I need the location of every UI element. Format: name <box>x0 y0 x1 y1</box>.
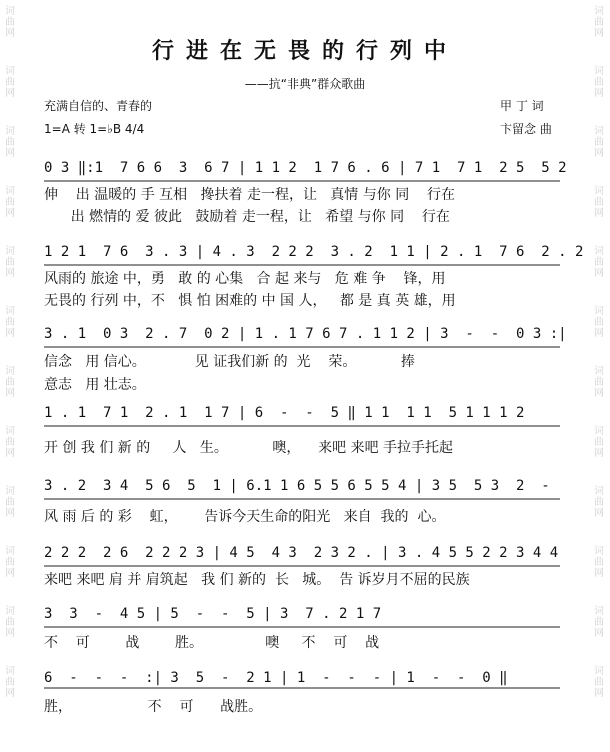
watermark-char: 词 <box>594 186 604 197</box>
score-notes-6: 2 2 2 2 6 2 2 2 3 | 4 5 4 3 2 3 2 . | 3 . 4 5 5 2 2 3 4 4 <box>44 545 559 561</box>
watermark-char: 曲 <box>5 497 15 508</box>
watermark-char: 词 <box>5 186 15 197</box>
score-lyrics-6a: 来吧 来吧 肩 并 肩筑起 我 们 新的 长 城。 告 诉岁月不屈的民族 <box>44 572 470 588</box>
watermark-char: 曲 <box>594 617 604 628</box>
watermark-char: 曲 <box>594 677 604 688</box>
watermark-char: 词 <box>5 546 15 557</box>
score-lyrics-7a: 不 可 战 胜。 噢 不 可 战 <box>44 635 380 651</box>
expression-mark: 充满自信的、青春的 <box>44 99 153 113</box>
score-lyrics-1a: 伸 出 温暖的 手 互相 搀扶着 走一程，让 真情 与你 同 行在 <box>44 187 456 203</box>
score-notes-2: 1 2 1 7 6 3 . 3 | 4 . 3 2 2 2 3 . 2 1 1 | 2 . 1 7 6 2 . 2 <box>44 244 584 260</box>
watermark-char: 网 <box>594 88 604 99</box>
watermark-char: 曲 <box>5 317 15 328</box>
watermark-char: 曲 <box>594 557 604 568</box>
score-notes-3: 3 . 1 0 3 2 . 7 0 2 | 1 . 1 7 6 7 . 1 1 2 | 3 - - 0 3 :| <box>44 326 567 342</box>
score-notes-5: 3 . 2 3 4 5 6 5 1 | 6.1 1 6 5 5 6 5 5 4 | 3 5 5 3 2 - <box>44 478 550 494</box>
watermark-char: 网 <box>5 328 15 339</box>
score-notes-4: 1 . 1 7 1 2 . 1 1 7 | 6 - - 5 ‖ 1 1 1 1 5 1 1 1 2 <box>44 405 525 421</box>
watermark-char: 词 <box>594 246 604 257</box>
watermark-char: 网 <box>5 628 15 639</box>
score-lyrics-3a: 信念 用 信心。 见 证我们新 的 光 荣。 捧 <box>44 354 415 370</box>
watermark-char: 词 <box>5 426 15 437</box>
watermark-char: 词 <box>5 66 15 77</box>
watermark-char: 网 <box>5 28 15 39</box>
watermark-char: 曲 <box>594 377 604 388</box>
key-signature: 1=A 转 1=♭B 4/4 <box>44 122 145 136</box>
watermark-char: 网 <box>594 208 604 219</box>
watermark-char: 网 <box>594 688 604 699</box>
watermark-char: 曲 <box>5 557 15 568</box>
watermark-char: 曲 <box>5 377 15 388</box>
watermark-char: 词 <box>5 366 15 377</box>
watermark-char: 词 <box>5 246 15 257</box>
watermark-char: 网 <box>594 328 604 339</box>
watermark-char: 词 <box>5 6 15 17</box>
watermark-char: 网 <box>594 628 604 639</box>
watermark-char: 曲 <box>594 317 604 328</box>
watermark-char: 网 <box>5 568 15 579</box>
watermark-char: 词 <box>594 546 604 557</box>
composer-credit: 卞留念 曲 <box>500 122 552 136</box>
watermark-char: 词 <box>5 606 15 617</box>
song-title: 行进在无畏的行列中 <box>151 38 458 64</box>
watermark-char: 网 <box>5 268 15 279</box>
watermark-char: 网 <box>594 388 604 399</box>
watermark-char: 曲 <box>594 257 604 268</box>
watermark-char: 网 <box>5 208 15 219</box>
score-lyrics-2a: 风雨的 旅途 中，勇 敢 的 心集 合 起 来与 危 难 争 锋，用 <box>44 271 446 287</box>
watermark-char: 曲 <box>5 437 15 448</box>
watermark-char: 网 <box>5 688 15 699</box>
watermark-char: 曲 <box>5 677 15 688</box>
watermark-char: 网 <box>5 448 15 459</box>
watermark-char: 词 <box>594 366 604 377</box>
score-lyrics-3b: 意志 用 壮志。 <box>44 377 146 393</box>
watermark-char: 网 <box>594 268 604 279</box>
watermark-char: 网 <box>594 148 604 159</box>
watermark-char: 词 <box>594 426 604 437</box>
watermark-char: 曲 <box>594 17 604 28</box>
watermark-char: 词 <box>594 66 604 77</box>
watermark-char: 曲 <box>594 497 604 508</box>
watermark-char: 网 <box>594 568 604 579</box>
song-subtitle: ——抗“非典”群众歌曲 <box>244 77 366 91</box>
watermark-char: 网 <box>594 28 604 39</box>
watermark-char: 曲 <box>5 137 15 148</box>
watermark-char: 词 <box>594 6 604 17</box>
watermark-char: 网 <box>594 448 604 459</box>
watermark-char: 曲 <box>594 437 604 448</box>
watermark-char: 词 <box>5 126 15 137</box>
lyricist-credit: 甲 丁 词 <box>500 99 544 113</box>
score-lyrics-1b: 出 燃情的 爱 彼此 鼓励着 走一程，让 希望 与你 同 行在 <box>44 209 450 225</box>
watermark-char: 词 <box>594 606 604 617</box>
score-notes-8: 6 - - - :| 3 5 - 2 1 | 1 - - - | 1 - - 0 ‖ <box>44 670 508 686</box>
watermark-char: 曲 <box>5 197 15 208</box>
score-lyrics-4a: 开 创 我 们 新 的 人 生。 噢， 来吧 来吧 手拉手托起 <box>44 440 454 456</box>
watermark-char: 曲 <box>5 257 15 268</box>
watermark-char: 网 <box>5 88 15 99</box>
watermark-char: 词 <box>594 126 604 137</box>
watermark-char: 曲 <box>5 77 15 88</box>
score-lyrics-5a: 风 雨 后 的 彩 虹， 告诉今天生命的阳光 来自 我的 心。 <box>44 509 446 525</box>
watermark-char: 词 <box>5 666 15 677</box>
watermark-char: 网 <box>594 508 604 519</box>
watermark-char: 曲 <box>5 617 15 628</box>
watermark-char: 网 <box>5 388 15 399</box>
score-notes-1: 0 3 ‖:1 7 6 6 3 6 7 | 1 1 2 1 7 6 . 6 | 7 1 7 1 2 5 5 2 <box>44 160 567 176</box>
watermark-char: 曲 <box>5 17 15 28</box>
score-lyrics-8a: 胜， 不 可 战胜。 <box>44 699 263 715</box>
watermark-char: 词 <box>5 486 15 497</box>
watermark-char: 网 <box>5 508 15 519</box>
score-lyrics-2b: 无畏的 行列 中，不 惧 怕 困难的 中 国 人， 都 是 真 英 雄，用 <box>44 293 456 309</box>
watermark-char: 曲 <box>594 77 604 88</box>
watermark-char: 词 <box>594 486 604 497</box>
watermark-char: 词 <box>5 306 15 317</box>
score-notes-7: 3 3 - 4 5 | 5 - - 5 | 3 7 . 2 1 7 <box>44 606 382 622</box>
watermark-char: 曲 <box>594 197 604 208</box>
watermark-char: 曲 <box>594 137 604 148</box>
watermark-char: 词 <box>594 666 604 677</box>
watermark-char: 词 <box>594 306 604 317</box>
watermark-char: 网 <box>5 148 15 159</box>
